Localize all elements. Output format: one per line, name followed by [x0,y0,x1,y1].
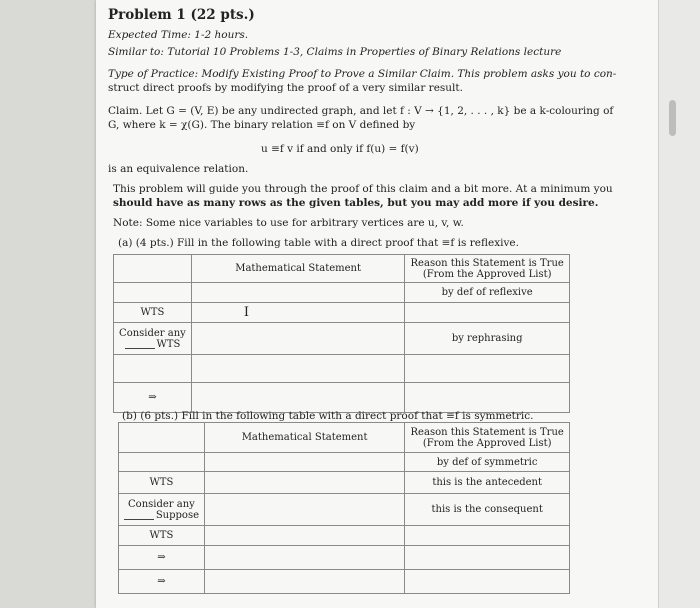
row-label [119,453,205,472]
header-statement: Mathematical Statement [191,255,404,283]
header-reason-line1: Reason this Statement is True [410,426,564,438]
statement-cell[interactable] [204,526,405,546]
reason-cell[interactable]: by def of reflexive [405,283,570,303]
statement-cell[interactable] [191,283,404,303]
claim-formula: u ≡f v if and only if f(u) = f(v) [261,143,419,155]
row-label [114,355,192,383]
reason-cell[interactable] [405,546,570,570]
header-reason-line2: (From the Approved List) [422,268,552,280]
reason-cell[interactable]: this is the antecedent [405,472,570,494]
row-label-line2: Suppose [155,509,199,521]
statement-cell[interactable] [204,494,405,526]
row-label [114,323,192,355]
header-reason [405,255,570,283]
part-a-prompt: (a) (4 pts.) Fill in the following table with a direct proof that ≡f is reflexive. [118,237,519,249]
table-header-row [119,423,570,453]
proof-table-reflexive [113,254,570,413]
proof-table-symmetric [118,422,570,594]
text-cursor-icon: I [243,305,250,320]
reason-cell[interactable]: by def of symmetric [405,453,570,472]
statement-cell[interactable] [204,472,405,494]
implies-arrow-label: ⇒ [119,546,205,570]
table-row [119,494,570,526]
reason-cell[interactable] [405,355,570,383]
row-label-line1: Consider any [119,327,186,339]
row-label: WTS [119,472,205,494]
table-row [114,283,570,303]
header-reason-line2: (From the Approved List) [422,437,552,449]
header-blank [119,423,205,453]
problem-title: Problem 1 (22 pts.) [108,7,255,23]
equivalence-text: is an equivalence relation. [108,163,249,175]
reason-cell[interactable]: by rephrasing [405,323,570,355]
reason-cell[interactable] [405,570,570,594]
row-label-line1: Consider any [128,498,195,510]
expected-time: Expected Time: 1-2 hours. [108,29,249,41]
table-row [119,546,570,570]
claim-line2: G, where k = χ(G). The binary relation ≡f on V defined by [108,119,416,131]
implies-arrow-label: ⇒ [119,570,205,594]
row-label-line2: WTS [156,338,181,350]
statement-cell[interactable] [191,323,404,355]
scrollbar-thumb[interactable] [669,100,676,136]
reason-cell[interactable] [405,526,570,546]
row-label: WTS [114,303,192,323]
table-row [114,383,570,413]
similar-to: Similar to: Tutorial 10 Problems 1-3, Claims in Properties of Binary Relations lecture [108,46,562,58]
guide-line1: This problem will guide you through the proof of this claim and a bit more. At a minimum you [113,183,613,195]
claim-line1: Claim. Let G = (V, E) be any undirected graph, and let f : V → {1, 2, . . . , k} be a k-colouring of [108,105,614,117]
scrollbar-track[interactable] [658,0,700,608]
table-row [114,323,570,355]
row-label [114,283,192,303]
header-reason [405,423,570,453]
header-statement: Mathematical Statement [204,423,405,453]
statement-cell[interactable] [204,453,405,472]
statement-cell[interactable] [204,570,405,594]
table-row [119,472,570,494]
reason-cell[interactable] [405,383,570,413]
part-b-prompt: (b) (6 pts.) Fill in the following table with a direct proof that ≡f is symmetric. [122,410,534,422]
type-of-practice-line1: Type of Practice: Modify Existing Proof to Prove a Similar Claim. This problem asks you to con- [108,68,617,80]
reason-cell[interactable]: this is the consequent [405,494,570,526]
guide-line2: should have as many rows as the given tables, but you may add more if you desire. [113,197,599,209]
table-row [114,303,570,323]
statement-cell[interactable] [204,546,405,570]
table-row [114,355,570,383]
header-blank [114,255,192,283]
row-label: WTS [119,526,205,546]
statement-cell[interactable] [191,383,404,413]
document-page [96,0,658,608]
table-row [119,453,570,472]
reason-cell[interactable] [405,303,570,323]
row-label [119,494,205,526]
table-header-row [114,255,570,283]
statement-cell[interactable] [191,303,404,323]
statement-cell[interactable] [191,355,404,383]
header-reason-line1: Reason this Statement is True [410,257,564,269]
type-of-practice-line2: struct direct proofs by modifying the proof of a very similar result. [108,82,463,94]
note-text: Note: Some nice variables to use for arbitrary vertices are u, v, w. [113,217,464,229]
implies-arrow-label: ⇒ [114,383,192,413]
table-row [119,526,570,546]
table-row [119,570,570,594]
